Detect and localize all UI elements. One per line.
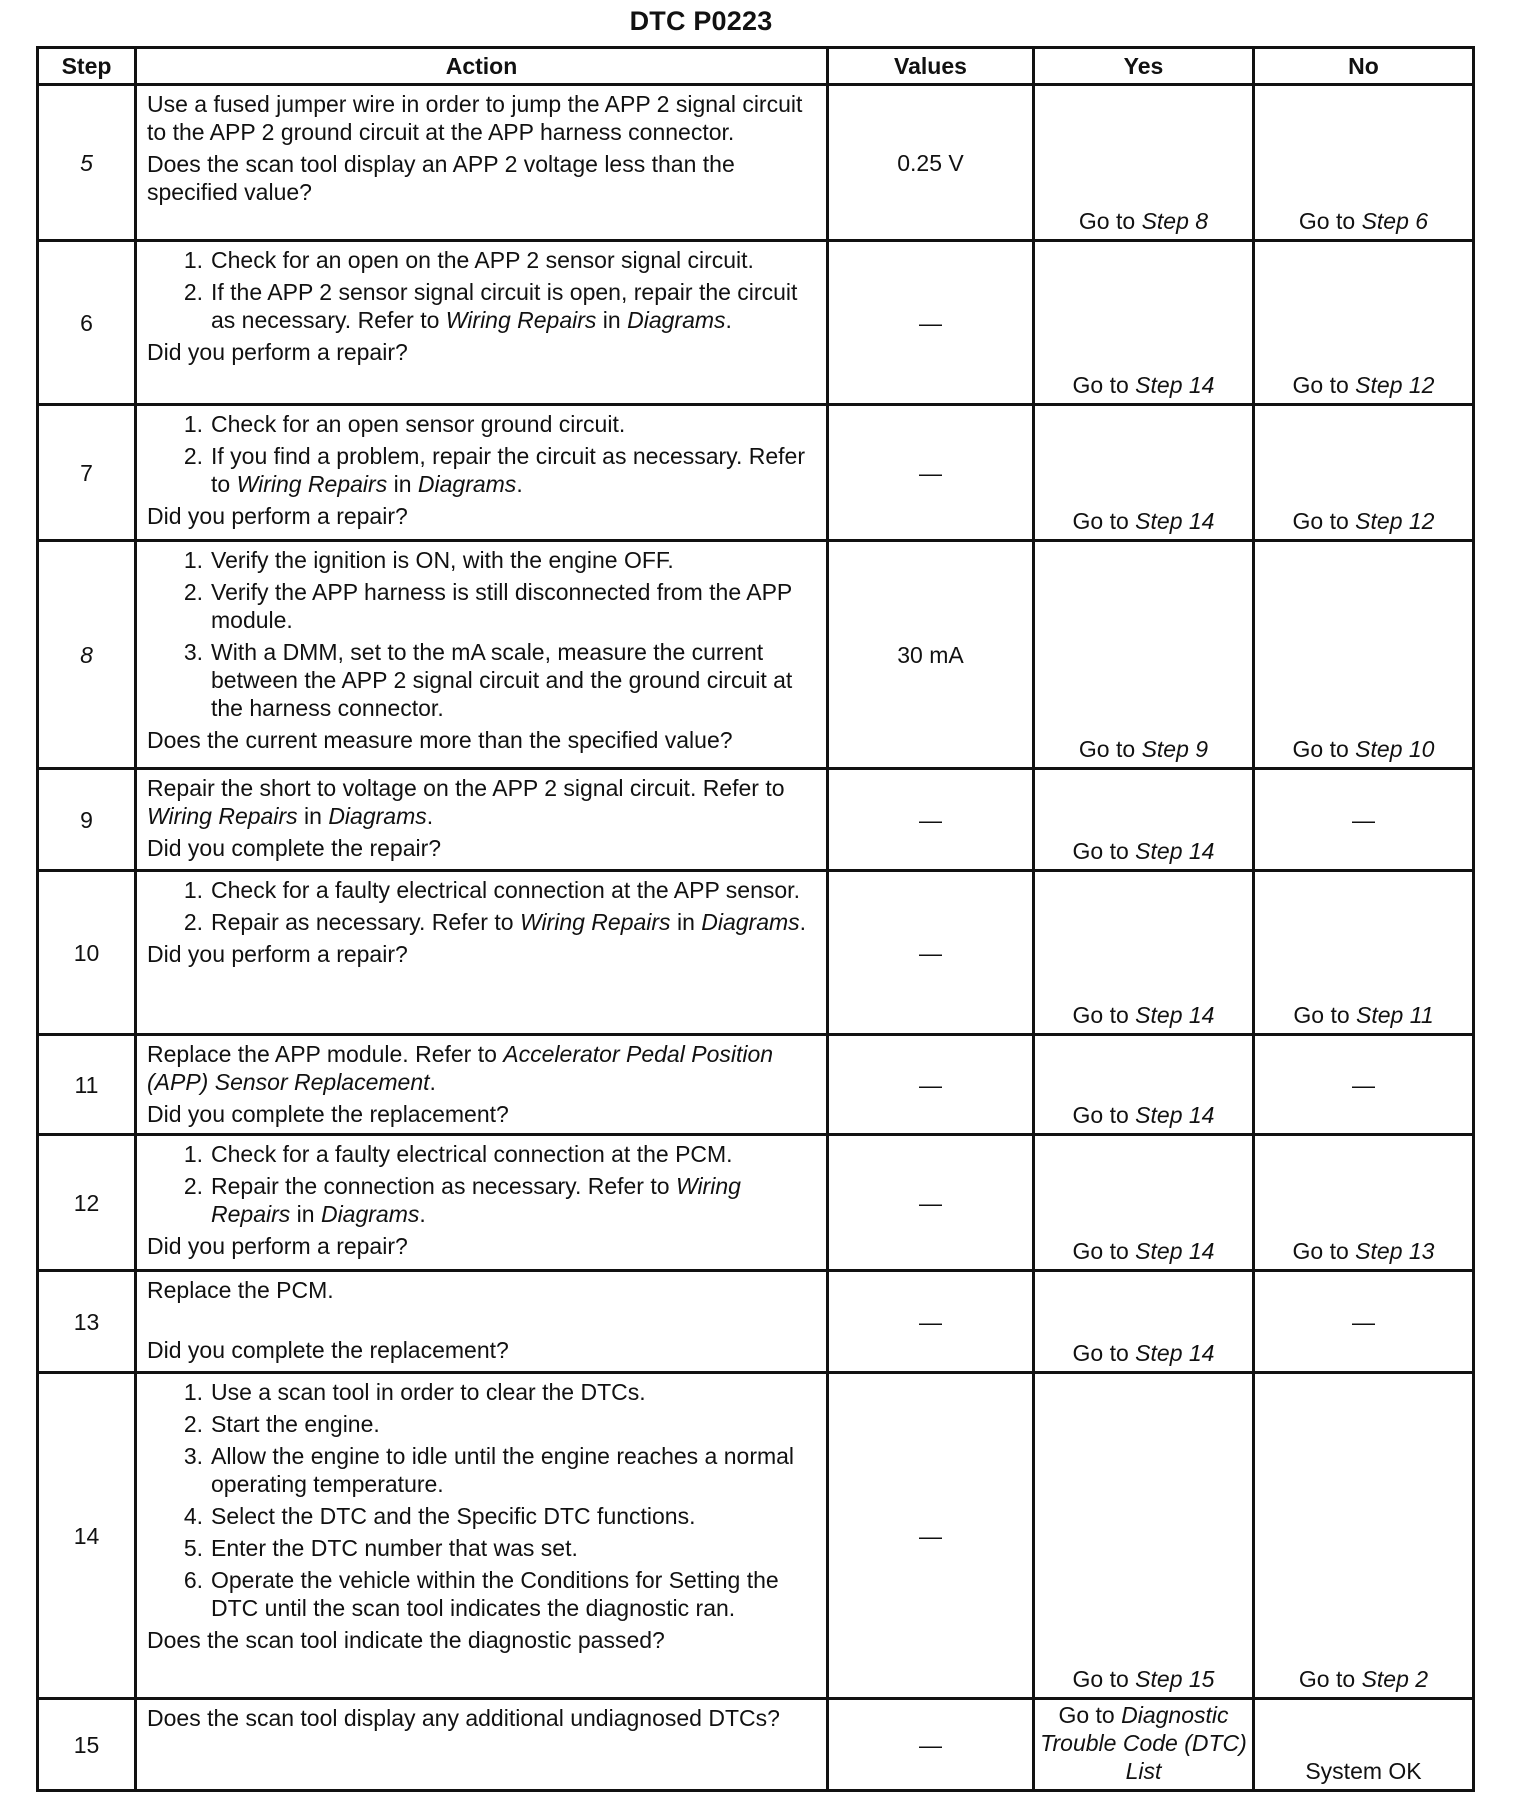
- no-cell: —: [1254, 769, 1474, 871]
- yes-cell: Go to Step 14: [1034, 1035, 1254, 1135]
- value-cell: —: [828, 241, 1034, 405]
- list-item: 2. Repair the connection as necessary. Refer to Wiring Repairs in Diagrams.: [183, 1173, 741, 1227]
- action-question: Does the scan tool indicate the diagnostic passed?: [147, 1627, 665, 1653]
- list-item: 6. Operate the vehicle within the Conditions for Setting the DTC until the scan tool indicates the diagnostic ran.: [183, 1567, 779, 1621]
- yes-cell: Go to Step 14: [1034, 1135, 1254, 1271]
- no-cell: —: [1254, 1271, 1474, 1373]
- list-item: 1. Use a scan tool in order to clear the DTCs.: [183, 1379, 646, 1405]
- yes-cell: Go to Step 9: [1034, 541, 1254, 769]
- table-row-step-10: [38, 871, 1474, 1035]
- action-question: Did you perform a repair?: [147, 339, 408, 365]
- header-yes: Yes: [1034, 48, 1254, 85]
- list-item: 5. Enter the DTC number that was set.: [183, 1535, 578, 1561]
- action-text: Repair the short to voltage on the APP 2 signal circuit. Refer to Wiring Repairs in Diagrams.: [147, 775, 785, 829]
- action-text: Replace the PCM.: [147, 1277, 334, 1303]
- no-cell: System OK: [1254, 1699, 1474, 1791]
- value-cell: —: [828, 1271, 1034, 1373]
- header-action: Action: [136, 48, 828, 85]
- table-row-step-8: [38, 541, 1474, 769]
- value-cell: —: [828, 1035, 1034, 1135]
- list-item: 3. With a DMM, set to the mA scale, measure the current between the APP 2 signal circuit and the ground circuit at the harness connector.: [183, 639, 793, 721]
- list-item: 4. Select the DTC and the Specific DTC functions.: [183, 1503, 696, 1529]
- no-cell: Go to Step 2: [1254, 1373, 1474, 1699]
- yes-cell: Go to Step 14: [1034, 871, 1254, 1035]
- value-cell: —: [828, 405, 1034, 541]
- list-item: 1. Check for a faulty electrical connection at the PCM.: [183, 1141, 733, 1167]
- action-question: Does the scan tool display any additional undiagnosed DTCs?: [147, 1705, 780, 1731]
- value-cell: —: [828, 769, 1034, 871]
- no-cell: Go to Step 10: [1254, 541, 1474, 769]
- action-cell: [136, 1135, 828, 1271]
- step-number: 11: [38, 1035, 136, 1135]
- table-row-step-5: [38, 85, 1474, 241]
- list-item: 1. Check for a faulty electrical connection at the APP sensor.: [183, 877, 800, 903]
- list-item: 2. If the APP 2 sensor signal circuit is open, repair the circuit as necessary. Refer to Wiring Repairs in Diagrams.: [183, 279, 798, 333]
- action-question: Did you complete the replacement?: [147, 1337, 509, 1363]
- action-cell: [136, 85, 828, 241]
- yes-cell: Go to Step 14: [1034, 405, 1254, 541]
- table-row-step-9: [38, 769, 1474, 871]
- no-prefix: Go to: [1298, 208, 1362, 234]
- list-item: 3. Allow the engine to idle until the engine reaches a normal operating temperature.: [183, 1443, 795, 1497]
- list-item: 1. Verify the ignition is ON, with the engine OFF.: [183, 547, 674, 573]
- step-number: 7: [38, 405, 136, 541]
- yes-step-ref: Step 8: [1141, 208, 1209, 234]
- list-item: 2. Verify the APP harness is still disconnected from the APP module.: [183, 579, 792, 633]
- no-cell: —: [1254, 1035, 1474, 1135]
- step-number: 14: [38, 1373, 136, 1699]
- yes-cell: Go to Step 14: [1034, 1271, 1254, 1373]
- action-steps: [147, 1378, 816, 1622]
- action-cell: [136, 241, 828, 405]
- yes-cell: Go to Step 15: [1034, 1373, 1254, 1699]
- action-cell: [136, 1373, 828, 1699]
- yes-cell: Go to Diagnostic Trouble Code (DTC) List: [1034, 1699, 1254, 1791]
- header-values: Values: [828, 48, 1034, 85]
- table-row-step-11: [38, 1035, 1474, 1135]
- no-cell: [1254, 85, 1474, 241]
- action-text: Use a fused jumper wire in order to jump the APP 2 signal circuit to the APP 2 ground circuit at the APP harness connector.: [147, 91, 803, 145]
- list-item: 2. Start the engine.: [183, 1411, 380, 1437]
- table-row-step-14: [38, 1373, 1474, 1699]
- value-cell: —: [828, 1699, 1034, 1791]
- header-step: Step: [38, 48, 136, 85]
- value-cell: —: [828, 1373, 1034, 1699]
- document-title: DTC P0223: [629, 6, 773, 36]
- table-row-step-6: [38, 241, 1474, 405]
- action-steps: [147, 1140, 816, 1228]
- action-question: Did you perform a repair?: [147, 941, 408, 967]
- list-item: 1. Check for an open on the APP 2 sensor signal circuit.: [183, 247, 754, 273]
- action-cell: [136, 1699, 828, 1791]
- action-question: Does the current measure more than the specified value?: [147, 727, 733, 753]
- action-question: Did you complete the replacement?: [147, 1101, 509, 1127]
- yes-cell: Go to Step 14: [1034, 241, 1254, 405]
- table-header-row: [38, 48, 1474, 85]
- step-number: 13: [38, 1271, 136, 1373]
- table-row-step-12: [38, 1135, 1474, 1271]
- value-cell: —: [828, 871, 1034, 1035]
- action-question: Did you perform a repair?: [147, 503, 408, 529]
- table-row-step-15: [38, 1699, 1474, 1791]
- action-cell: [136, 541, 828, 769]
- step-number: 10: [38, 871, 136, 1035]
- value-cell: —: [828, 1135, 1034, 1271]
- step-number: 9: [38, 769, 136, 871]
- step-number: 5: [38, 85, 136, 241]
- table-row-step-13: [38, 1271, 1474, 1373]
- action-steps: [147, 246, 816, 334]
- action-steps: [147, 546, 816, 722]
- dtc-table: [36, 46, 1475, 1792]
- action-question: Did you complete the repair?: [147, 835, 442, 861]
- action-question: Did you perform a repair?: [147, 1233, 408, 1259]
- no-cell: Go to Step 11: [1254, 871, 1474, 1035]
- step-number: 15: [38, 1699, 136, 1791]
- no-cell: Go to Step 13: [1254, 1135, 1474, 1271]
- action-cell: [136, 769, 828, 871]
- value-cell: 30 mA: [828, 541, 1034, 769]
- step-number: 6: [38, 241, 136, 405]
- value-cell: 0.25 V: [828, 85, 1034, 241]
- yes-prefix: Go to: [1078, 208, 1142, 234]
- action-text: Replace the APP module. Refer to Accelerator Pedal Position (APP) Sensor Replacement.: [147, 1041, 774, 1095]
- action-steps: [147, 876, 816, 936]
- list-item: 2. Repair as necessary. Refer to Wiring Repairs in Diagrams.: [183, 909, 807, 935]
- action-cell: [136, 405, 828, 541]
- step-number: 8: [38, 541, 136, 769]
- header-no: No: [1254, 48, 1474, 85]
- step-number: 12: [38, 1135, 136, 1271]
- no-cell: Go to Step 12: [1254, 241, 1474, 405]
- action-cell: [136, 1035, 828, 1135]
- no-step-ref: Step 6: [1361, 208, 1429, 234]
- action-question: Does the scan tool display an APP 2 voltage less than the specified value?: [147, 151, 735, 205]
- no-cell: Go to Step 12: [1254, 405, 1474, 541]
- action-cell: [136, 871, 828, 1035]
- table-row-step-7: [38, 405, 1474, 541]
- action-steps: [147, 410, 816, 498]
- list-item: 2. If you find a problem, repair the circuit as necessary. Refer to Wiring Repairs in Diagrams.: [183, 443, 806, 497]
- yes-cell: Go to Step 14: [1034, 769, 1254, 871]
- action-cell: [136, 1271, 828, 1373]
- list-item: 1. Check for an open sensor ground circuit.: [183, 411, 626, 437]
- yes-cell: [1034, 85, 1254, 241]
